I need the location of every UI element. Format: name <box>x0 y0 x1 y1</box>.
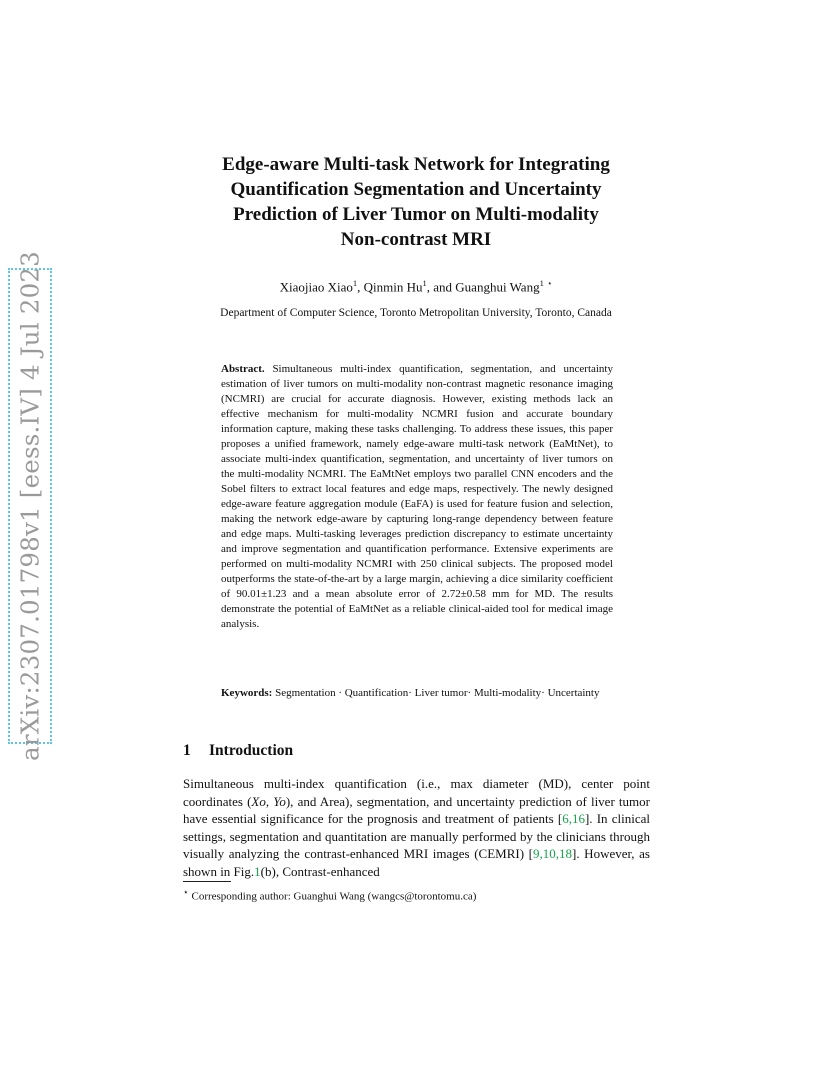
abstract-text: Simultaneous multi-index quantification, segmentation, and uncertainty estimation of liver tumors on multi-modality non-contrast magnetic resonance imaging (NCMRI) are crucial for accurate diagnosis. However, existing methods lack an effective mechanism for multi-modality NCMRI fusion and accurate boundary information capture, making these tasks challenging. To address these issues, this paper proposes a unified framework, namely edge-aware multi-task network (EaMtNet), to associate multi-index quantification, segmentation, and uncertainty of liver tumors on the multi-modality NCMRI. The EaMtNet employs two parallel CNN encoders and the Sobel filters to extract local features and edge maps, respectively. The newly designed edge-aware feature aggregation module (EaFA) is used for feature fusion and selection, making the network edge-aware by capturing long-range dependency between feature and edge maps. Multi-tasking leverages prediction discrepancy to estimate uncertainty and improve segmentation and quantification performance. Extensive experiments are performed on multi-modality NCMRI with 250 clinical subjects. The proposed model outperforms the state-of-the-art by a large margin, achieving a dice similarity coefficient of 90.01±1.23 and a mean absolute error of 2.72±0.58 mm for MD. The results demonstrate the potential of EaMtNet as a reliable clinical-aided tool for medical image analysis. <box>221 363 613 630</box>
affiliation-marker: 1 <box>352 278 358 288</box>
section-number: 1 <box>183 742 191 759</box>
keywords <box>221 686 613 701</box>
footnote <box>183 885 650 904</box>
abstract <box>221 362 613 632</box>
author-name: Xiaojiao Xiao <box>279 279 353 295</box>
text-run: Simultaneous multi-index quantification (i.e., max diameter (MD), center point coordinates ( <box>183 776 650 809</box>
arxiv-stamp[interactable] <box>8 251 52 761</box>
author-separator: , and <box>426 279 456 295</box>
math-yo: Yo <box>273 793 286 809</box>
footnote-rule <box>183 881 231 882</box>
affiliation-marker: 1 <box>422 278 427 288</box>
title-line: Quantification Segmentation and Uncertainty <box>230 179 602 200</box>
author-name: Qinmin Hu <box>363 279 423 295</box>
intro-paragraph <box>183 775 650 880</box>
author-separator: , <box>357 279 364 295</box>
math-xo: Xo <box>251 793 266 809</box>
footnote-star: ⋆ <box>183 887 189 897</box>
citation-link[interactable]: 6,16 <box>562 811 585 826</box>
keywords-label: Keywords: <box>221 687 273 699</box>
arxiv-id[interactable]: arXiv:2307.01798v1 [eess.IV] 4 Jul 2023 <box>15 251 45 761</box>
affiliation-marker: 1 <box>539 278 544 288</box>
text-run: , <box>265 793 274 809</box>
affiliation: Department of Computer Science, Toronto Metropolitan University, Toronto, Canada <box>220 307 612 319</box>
abstract-label: Abstract. <box>221 363 265 375</box>
author-name: Guanghui Wang <box>455 279 540 295</box>
author-list <box>150 278 682 295</box>
corresponding-star: ⋆ <box>547 278 553 288</box>
citation-link[interactable]: 9,10,18 <box>532 846 572 861</box>
title-line: Prediction of Liver Tumor on Multi-modality <box>233 204 599 225</box>
title-line: Edge-aware Multi-task Network for Integrating <box>222 154 610 175</box>
text-run: ]. In clinical settings, segmentation and quantitation are manually performed by the clinicians through visually analyzing the contrast-enhanced MRI images (CEMRI) [ <box>183 811 651 861</box>
text-run: ), and Area), segmentation, and uncertainty prediction of liver tumor have essential significance for the prognosis and treatment of patients [ <box>183 793 650 826</box>
title-line: Non-contrast MRI <box>340 229 492 250</box>
section-heading <box>183 742 293 760</box>
section-title: Introduction <box>209 742 294 759</box>
keywords-text: Segmentation · Quantification· Liver tumor· Multi-modality· Uncertainty <box>275 687 600 699</box>
text-run: ]. However, as shown in Fig. <box>183 846 650 879</box>
footnote-text: Corresponding author: Guanghui Wang (wangcs@torontomu.ca) <box>191 890 477 903</box>
text-run: (b), Contrast-enhanced <box>260 863 380 879</box>
paper-title <box>150 152 682 252</box>
figure-link[interactable]: 1 <box>254 863 261 879</box>
